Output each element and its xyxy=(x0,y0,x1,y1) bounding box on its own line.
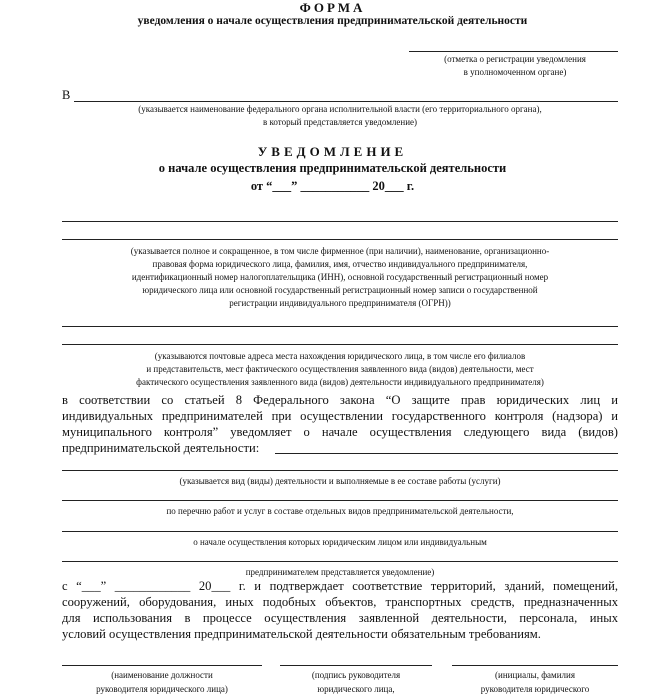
registration-mark-caption-2: в уполномоченном органе) xyxy=(463,67,567,77)
activity-line-4 xyxy=(62,561,618,562)
law-paragraph-line-2: индивидуальных предпринимателей при осуществлении государственного контроля (надзора) и xyxy=(62,409,618,423)
notice-subtitle: о начале осуществления предпринимательской деятельности xyxy=(158,161,507,175)
addresses-caption-1: (указываются почтовые адреса места нахождения юридического лица, в том числе его филиалов xyxy=(154,351,526,361)
confirmation-line-2: сооружений, оборудования, иных подобных объектов, транспортных средств, предназначенных xyxy=(62,595,618,609)
applicant-caption-3: идентификационный номер налогоплательщика (ИНН), основной государственный регистрационный номер xyxy=(131,272,549,282)
signature-position-caption-1: (наименование должности xyxy=(111,670,213,680)
activity-inline-line xyxy=(275,453,618,454)
recipient-line xyxy=(74,101,618,102)
signature-sign-caption-1: (подпись руководителя xyxy=(311,670,401,680)
recipient-caption-1: (указывается наименование федерального органа исполнительной власти (его территориального органа), xyxy=(138,104,542,114)
applicant-line-1 xyxy=(62,221,618,222)
law-paragraph-line-3: муниципального контроля” уведомляет о начале осуществления следующего вида (видов) xyxy=(62,425,618,439)
activity-line-2 xyxy=(62,500,618,501)
activity-caption-3: о начале осуществления которых юридическим лицом или индивидуальным xyxy=(193,537,487,547)
addresses-line-1 xyxy=(62,326,618,327)
recipient-prefix: В xyxy=(62,88,71,102)
signature-name-line xyxy=(452,665,618,666)
addresses-caption-2: и представительств, мест фактического осуществления заявленного вида (видов) деятельности, мест xyxy=(146,364,534,374)
addresses-caption-3: фактического осуществления заявленного вида (видов) деятельности индивидуального предпринимателя) xyxy=(136,377,544,387)
applicant-caption-2: правовая форма юридического лица, фамилия, имя, отчество индивидуального предпринимателя, xyxy=(152,259,528,269)
law-paragraph-line-4: предпринимательской деятельности: xyxy=(62,441,260,455)
activity-caption-1: (указывается вид (виды) деятельности и выполняемые в ее составе работы (услуги) xyxy=(179,476,501,486)
activity-line-3 xyxy=(62,531,618,532)
activity-line-1 xyxy=(62,470,618,471)
notice-date-line: от “___” ___________ 20___ г. xyxy=(250,179,415,193)
registration-mark-caption-1: (отметка о регистрации уведомления xyxy=(444,54,586,64)
recipient-caption-2: в который представляется уведомление) xyxy=(263,117,417,127)
confirmation-line-4: условий осуществления предпринимательской деятельности обязательным требованиям. xyxy=(62,627,541,641)
activity-caption-4: предпринимателем представляется уведомление) xyxy=(245,567,435,577)
applicant-caption-5: регистрации индивидуального предпринимателя (ОГРН)) xyxy=(229,298,451,308)
signature-position-caption-2: руководителя юридического лица) xyxy=(96,684,228,694)
activity-caption-2: по перечню работ и услуг в составе отдельных видов предпринимательской деятельности, xyxy=(166,506,514,516)
form-subtitle: уведомления о начале осуществления предпринимательской деятельности xyxy=(137,15,528,27)
signature-sign-line xyxy=(280,665,432,666)
signature-position-line xyxy=(62,665,262,666)
applicant-caption-1: (указывается полное и сокращенное, в том числе фирменное (при наличии), наименование, организационно- xyxy=(130,246,550,256)
signature-name-caption-1: (инициалы, фамилия xyxy=(495,670,575,680)
registration-mark-line xyxy=(409,51,618,52)
confirmation-paragraph xyxy=(62,578,618,626)
law-paragraph-line-1: в соответствии со статьей 8 Федерального закона “О защите прав юридических лиц и xyxy=(62,393,618,407)
applicant-caption-4: юридического лица или основной государственный регистрационный номер записи о государственной xyxy=(142,285,538,295)
signature-name-caption-2: руководителя юридического xyxy=(480,684,590,694)
confirmation-line-3: для использования в процессе осуществления заявленной деятельности, персонала, иных xyxy=(62,611,618,625)
signature-sign-caption-2: юридического лица, xyxy=(317,684,395,694)
form-heading: ФОРМА xyxy=(299,0,366,15)
notice-title: УВЕДОМЛЕНИЕ xyxy=(257,144,408,159)
addresses-line-2 xyxy=(62,344,618,345)
confirmation-line-1: с “___” ____________ 20___ г. и подтверждает соответствие территорий, зданий, помещений, xyxy=(62,579,618,593)
applicant-line-2 xyxy=(62,239,618,240)
law-paragraph xyxy=(62,392,618,440)
